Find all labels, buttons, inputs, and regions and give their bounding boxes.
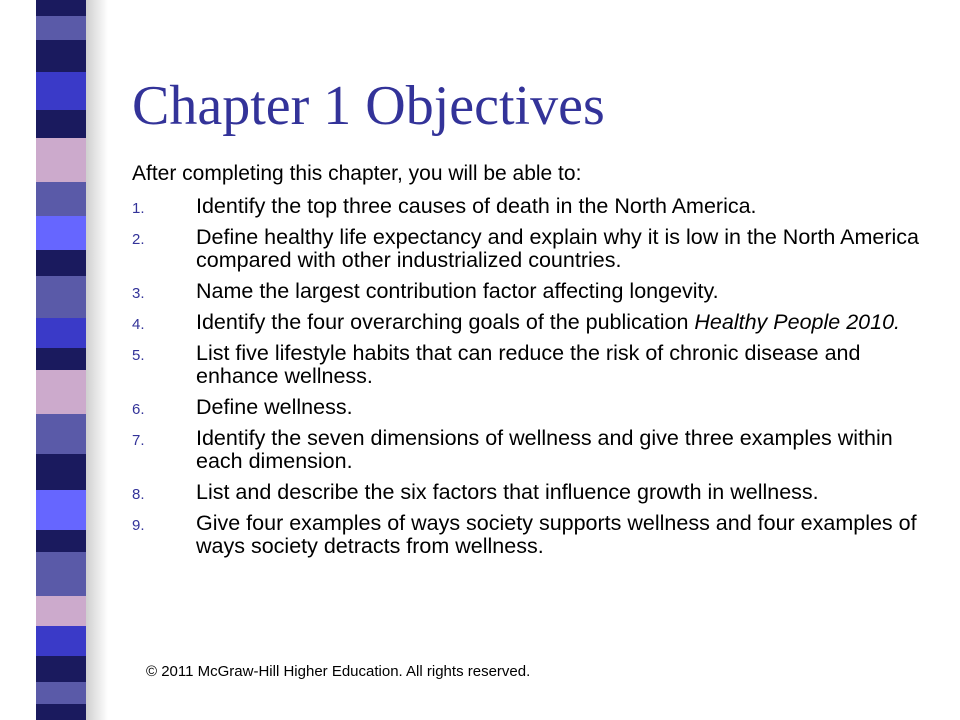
- stripe-segment: [36, 704, 86, 720]
- stripe-segment: [36, 454, 86, 490]
- stripe-segment: [36, 16, 86, 40]
- objective-text: Identify the seven dimensions of wellness and give three examples within each dimension.: [196, 426, 893, 473]
- decorative-stripe: [36, 0, 86, 720]
- stripe-segment: [36, 626, 86, 656]
- objective-item: [132, 280, 932, 303]
- objective-text: Define wellness.: [196, 395, 353, 419]
- objective-text: [196, 310, 900, 334]
- objective-text: Name the largest contribution factor affecting longevity.: [196, 279, 719, 303]
- objective-item: [132, 481, 932, 504]
- stripe-segment: [36, 596, 86, 626]
- objective-number: 8.: [132, 486, 145, 503]
- stripe-segment: [36, 530, 86, 552]
- slide-title: Chapter 1 Objectives: [132, 75, 605, 137]
- objective-text: Identify the top three causes of death in the North America.: [196, 194, 757, 218]
- stripe-segment: [36, 348, 86, 370]
- stripe-segment: [36, 250, 86, 276]
- stripe-segment: [36, 552, 86, 596]
- objective-number: 1.: [132, 200, 145, 217]
- stripe-segment: [36, 318, 86, 348]
- stripe-segment: [36, 276, 86, 318]
- intro-text: After completing this chapter, you will be able to:: [132, 162, 582, 185]
- objective-number: 9.: [132, 517, 145, 534]
- stripe-segment: [36, 490, 86, 530]
- objective-item: [132, 427, 932, 473]
- objective-item: [132, 342, 932, 388]
- objective-number: 6.: [132, 401, 145, 418]
- objective-text: Define healthy life expectancy and explain why it is low in the North America compared with other industrialized countries.: [196, 225, 920, 272]
- objective-number: 4.: [132, 316, 145, 333]
- stripe-segment: [36, 656, 86, 682]
- copyright-footer: © 2011 McGraw-Hill Higher Education. All rights reserved.: [146, 663, 531, 680]
- objective-text: List and describe the six factors that influence growth in wellness.: [196, 480, 819, 504]
- stripe-segment: [36, 0, 86, 16]
- objective-item: [132, 195, 932, 218]
- stripe-segment: [36, 216, 86, 250]
- objective-item: [132, 226, 932, 272]
- stripe-segment: [36, 72, 86, 110]
- objective-number: 5.: [132, 347, 145, 364]
- stripe-segment: [36, 110, 86, 138]
- objective-text: List five lifestyle habits that can reduce the risk of chronic disease and enhance wellness.: [196, 341, 861, 388]
- stripe-segment: [36, 182, 86, 218]
- stripe-segment: [36, 40, 86, 72]
- objective-number: 2.: [132, 231, 145, 248]
- objectives-list: [132, 195, 932, 566]
- stripe-segment: [36, 682, 86, 704]
- objective-item: [132, 396, 932, 419]
- objective-text-plain: Identify the four overarching goals of the publication: [196, 310, 695, 334]
- stripe-shadow: [86, 0, 108, 720]
- stripe-segment: [36, 370, 86, 414]
- objective-text: Give four examples of ways society supports wellness and four examples of ways society detracts from wellness.: [196, 511, 917, 558]
- stripe-segment: [36, 414, 86, 454]
- stripe-segment: [36, 138, 86, 182]
- objective-item: [132, 311, 932, 334]
- objective-item: [132, 512, 932, 558]
- objective-number: 3.: [132, 285, 145, 302]
- publication-title: Healthy People 2010.: [694, 310, 900, 334]
- objective-number: 7.: [132, 432, 145, 449]
